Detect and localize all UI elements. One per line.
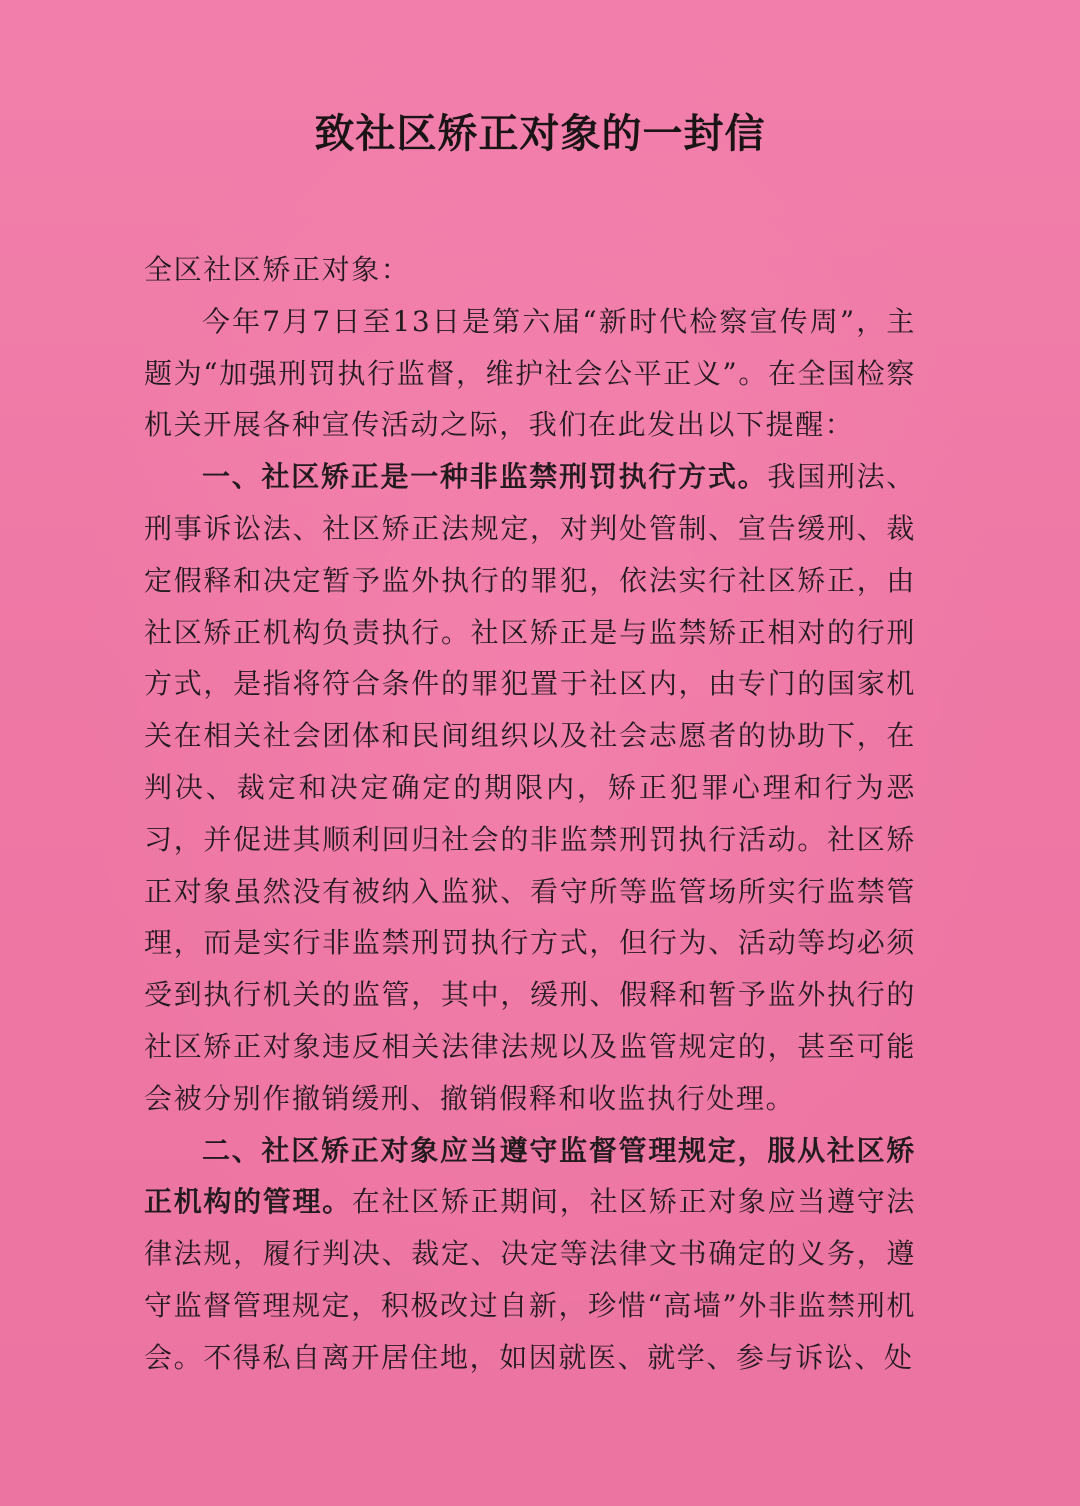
section-2 xyxy=(144,1125,916,1384)
paragraph-intro: 今年7月7日至13日是第六届“新时代检察宣传周”，主题为“加强刑罚执行监督，维护社会公平正义”。在全国检察机关开展各种宣传活动之际，我们在此发出以下提醒： xyxy=(144,304,916,442)
section-2-body: 在社区矫正期间，社区矫正对象应当遵守法律法规，履行判决、裁定、决定等法律文书确定的义务，遵守监督管理规定，积极改过自新，珍惜“高墙”外非监禁刑机会。不得私自离开居住地，如因就医、就学、参与诉讼、处 xyxy=(144,1185,916,1374)
salutation: 全区社区矫正对象： xyxy=(144,253,411,286)
letter-title: 致社区矫正对象的一封信 xyxy=(314,110,766,157)
section-1-body: 我国刑法、刑事诉讼法、社区矫正法规定，对判处管制、宣告缓刑、裁定假释和决定暂予监外执行的罪犯，依法实行社区矫正，由社区矫正机构负责执行。社区矫正是与监禁矫正相对的行刑方式，是指将符合条件的罪犯置于社区内，由专门的国家机关在相关社会团体和民间组织以及社会志愿者的协助下，在判决、裁定和决定确定的期限内，矫正犯罪心理和行为恶习，并促进其顺利回归社会的非监禁刑罚执行活动。社区矫正对象虽然没有被纳入监狱、看守所等监管场所实行监禁管理，而是实行非监禁刑罚执行方式，但行为、活动等均必须受到执行机关的监管，其中，缓刑、假释和暂予监外执行的社区矫正对象违反相关法律法规以及监管规定的，甚至可能会被分别作撤销缓刑、撤销假释和收监执行处理。 xyxy=(144,460,916,1115)
section-1-heading: 一、社区矫正是一种非监禁刑罚执行方式。 xyxy=(202,460,768,494)
section-2-heading: 二、社区矫正对象应当遵守监督管理规定，服从社区矫正机构的管理。 xyxy=(144,1133,916,1219)
section-1 xyxy=(144,451,916,1124)
letter-body xyxy=(144,244,916,1384)
